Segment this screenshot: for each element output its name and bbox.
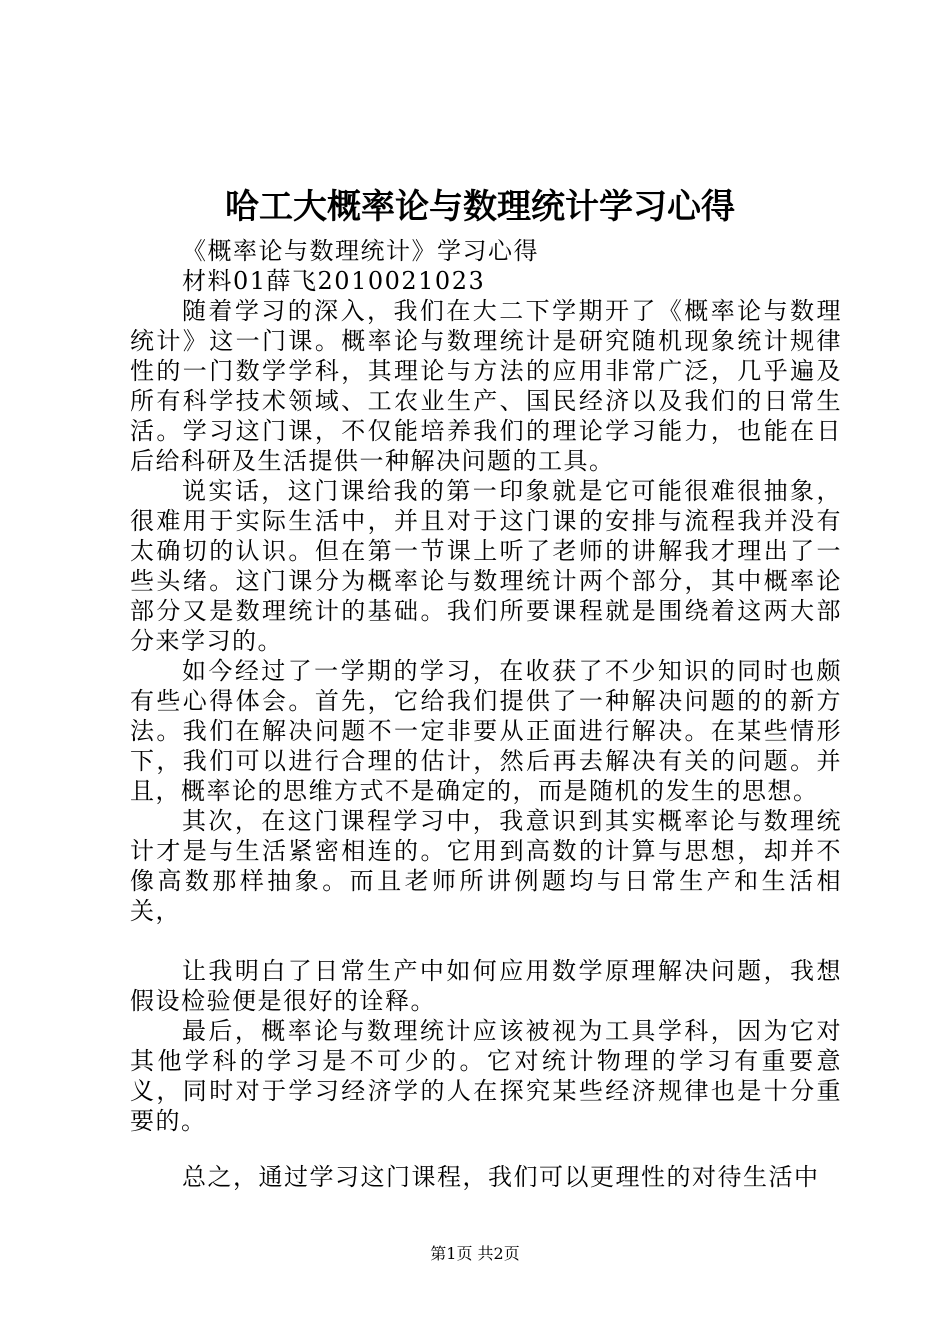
author-line: 材料01薛飞2010021023 bbox=[182, 267, 486, 295]
document-body bbox=[130, 236, 842, 1192]
document-subtitle: 《概率论与数理统计》学习心得 bbox=[182, 237, 539, 265]
paragraph-1: 随着学习的深入，我们在大二下学期开了《概率论与数理统计》这一门课。概率论与数理统计是研究随机现象统计规律性的一门数学学科，其理论与方法的应用非常广泛，几乎遍及所有科学技术领域、工农业生产、国民经济以及我们的日常生活。学习这门课，不仅能培养我们的理论学习能力，也能在日后给科研及生活提供一种解决问题的工具。 bbox=[130, 297, 842, 475]
paragraph-7: 总之，通过学习这门课程，我们可以更理性的对待生活中 bbox=[182, 1163, 820, 1191]
document-title: 哈工大概率论与数理统计学习心得 bbox=[225, 187, 735, 227]
paragraph-3: 如今经过了一学期的学习，在收获了不少知识的同时也颇有些心得体会。首先，它给我们提供了一种解决问题的的新方法。我们在解决问题不一定非要从正面进行解决。在某些情形下，我们可以进行合理的估计，然后再去解决有关的问题。并且，概率论的思维方式不是确定的，而是随机的发生的思想。 bbox=[130, 657, 842, 805]
paragraph-2: 说实话，这门课给我的第一印象就是它可能很难很抽象，很难用于实际生活中，并且对于这门课的安排与流程我并没有太确切的认识。但在第一节课上听了老师的讲解我才理出了一些头绪。这门课分为概率论与数理统计两个部分，其中概率论部分又是数理统计的基础。我们所要课程就是围绕着这两大部分来学习的。 bbox=[130, 477, 842, 655]
paragraph-4: 其次，在这门课程学习中，我意识到其实概率论与数理统计才是与生活紧密相连的。它用到高数的计算与思想，却并不像高数那样抽象。而且老师所讲例题均与日常生产和生活相关， bbox=[130, 807, 842, 925]
page-footer: 第1页 共2页 bbox=[430, 1244, 520, 1263]
paragraph-5: 让我明白了日常生产中如何应用数学原理解决问题，我想假设检验便是很好的诠释。 bbox=[130, 957, 842, 1015]
paragraph-6: 最后，概率论与数理统计应该被视为工具学科，因为它对其他学科的学习是不可少的。它对统计物理的学习有重要意义，同时对于学习经济学的人在探究某些经济规律也是十分重要的。 bbox=[130, 1017, 842, 1135]
